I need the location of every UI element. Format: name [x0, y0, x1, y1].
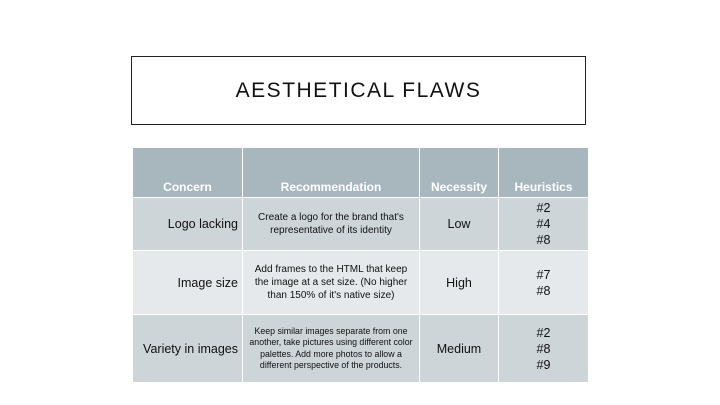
header-heuristics: Heuristics [499, 148, 589, 198]
necessity-cell: High [420, 251, 499, 315]
header-concern: Concern [133, 148, 243, 198]
heuristic-item: #2 [536, 201, 551, 215]
heuristic-item: #2 [536, 325, 551, 340]
heuristic-item: #7 [536, 267, 551, 282]
heuristic-item: #9 [536, 357, 551, 372]
table-row [133, 198, 589, 251]
slide-title: AESTHETICAL FLAWS [235, 78, 482, 102]
table-row [133, 315, 589, 383]
recommendation-cell: Keep similar images separate from one another, take pictures using different color palettes. Add more photos to allow a different perspective of the products. [243, 315, 420, 383]
header-necessity: Necessity [420, 148, 499, 198]
heuristic-item: #8 [536, 341, 551, 356]
heuristics-cell [499, 198, 589, 251]
recommendation-cell: Add frames to the HTML that keep the image at a set size. (No higher than 150% of it's native size) [243, 251, 420, 315]
table-header-row [133, 148, 589, 198]
flaws-table [132, 147, 589, 383]
concern-cell: Variety in images [133, 315, 243, 383]
heuristics-cell [499, 315, 589, 383]
necessity-cell: Medium [420, 315, 499, 383]
heuristic-item: #4 [536, 217, 551, 231]
recommendation-cell: Create a logo for the brand that's representative of its identity [243, 198, 420, 251]
table-row [133, 251, 589, 315]
heuristic-item: #8 [536, 233, 551, 247]
heuristics-cell [499, 251, 589, 315]
necessity-cell: Low [420, 198, 499, 251]
heuristic-item: #8 [536, 283, 551, 298]
header-recommendation: Recommendation [243, 148, 420, 198]
concern-cell: Image size [133, 251, 243, 315]
concern-cell: Logo lacking [133, 198, 243, 251]
title-box [131, 56, 586, 125]
